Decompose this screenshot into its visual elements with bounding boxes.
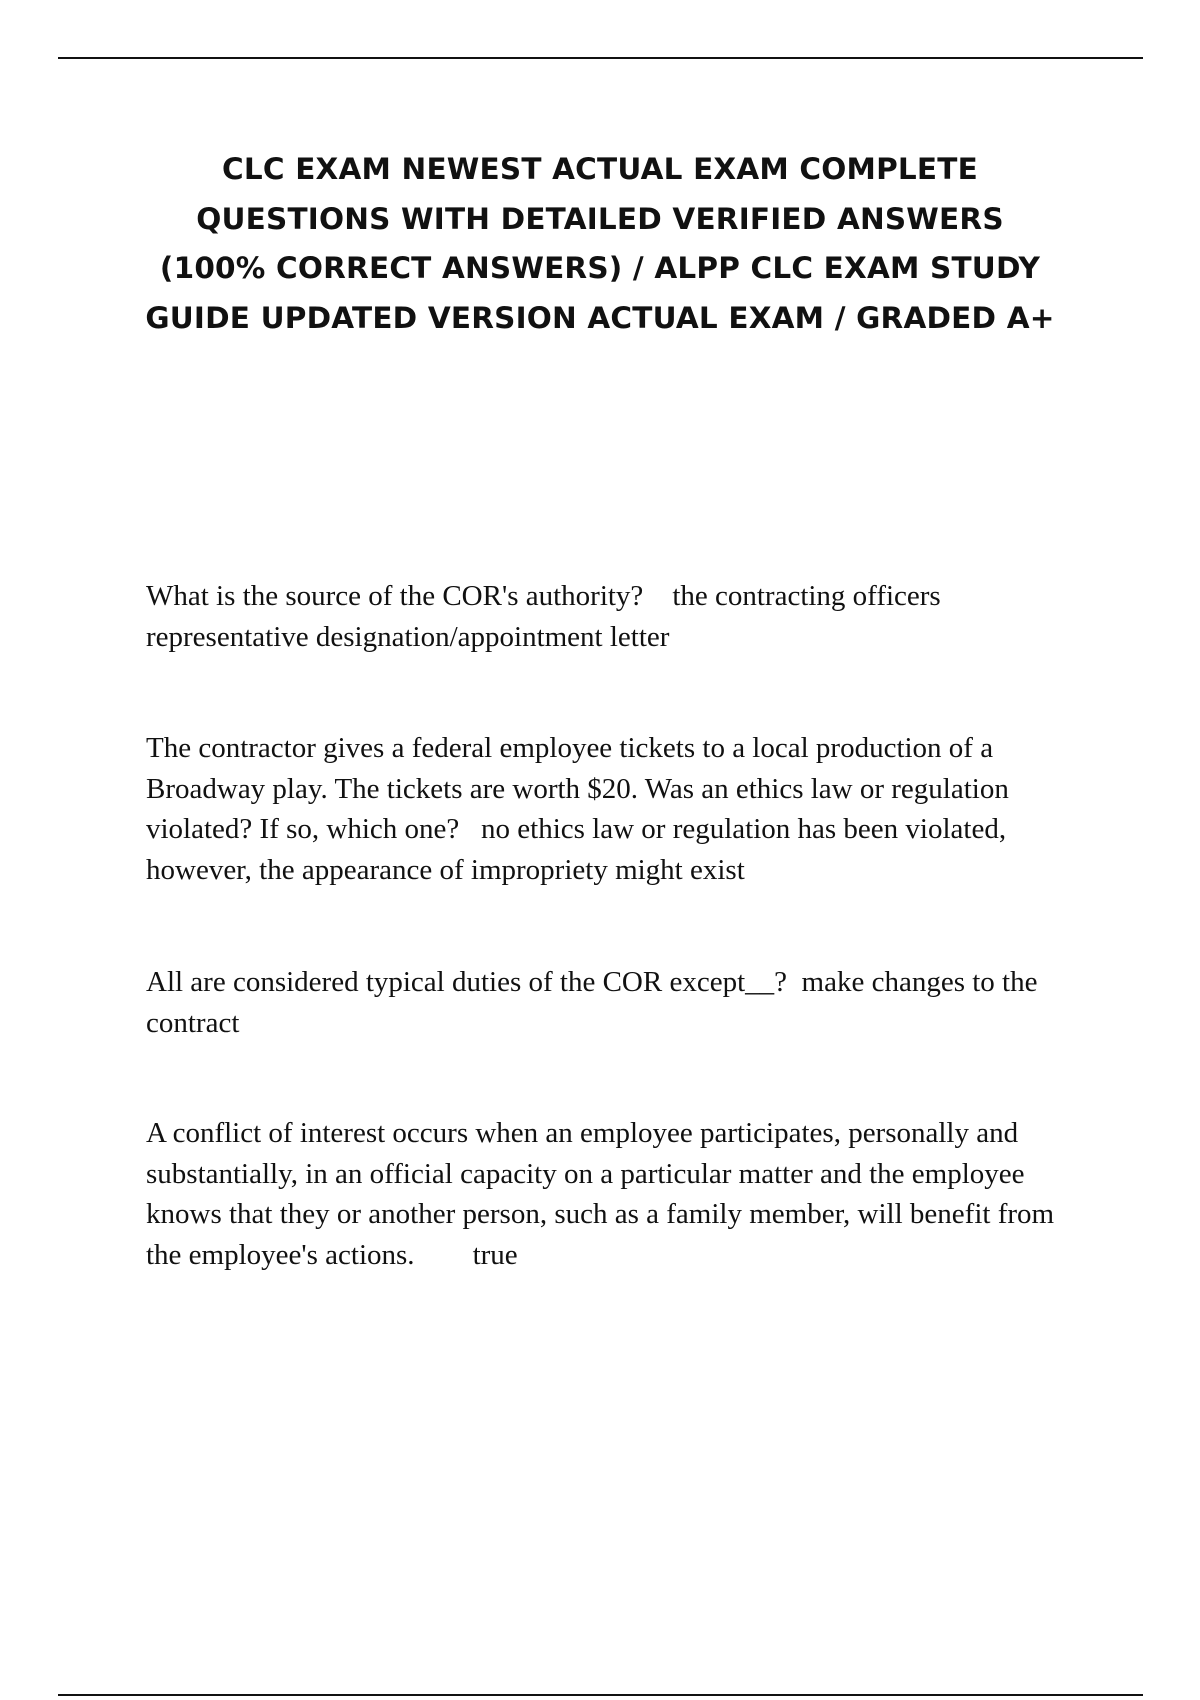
top-rule <box>58 57 1143 59</box>
answer-text: no ethics law or regulation has been violated, however, the appearance of impropriety might exist <box>146 813 1007 886</box>
document-title: CLC EXAM NEWEST ACTUAL EXAM COMPLETE QUESTIONS WITH DETAILED VERIFIED ANSWERS (100% CORRECT ANSWERS) / ALPP CLC EXAM STUDY GUIDE UPDATED VERSION ACTUAL EXAM / GRADED A+ <box>145 152 1055 335</box>
question-text: A conflict of interest occurs when an employee participates, personally and substantially, in an official capacity on a particular matter and the employee knows that they or another person, such as a family member, will benefit from the employee's actions. <box>146 1117 1055 1271</box>
qa-item <box>146 576 1096 657</box>
question-text: All are considered typical duties of the COR except__? <box>146 966 788 998</box>
answer-text: the contracting officers representative designation/appointment letter <box>146 580 941 653</box>
bottom-rule <box>58 1694 1143 1696</box>
question-text: What is the source of the COR's authority? <box>146 580 644 612</box>
qa-item <box>146 962 1096 1043</box>
qa-item <box>146 728 1096 890</box>
answer-text: true <box>472 1238 518 1271</box>
question-text: The contractor gives a federal employee tickets to a local production of a Broadway play. The tickets are worth $20. Was an ethics law or regulation violated? If so, which one? <box>146 732 1009 845</box>
answer-text: make changes to the contract <box>146 966 1038 1039</box>
qa-item <box>146 1113 1096 1275</box>
